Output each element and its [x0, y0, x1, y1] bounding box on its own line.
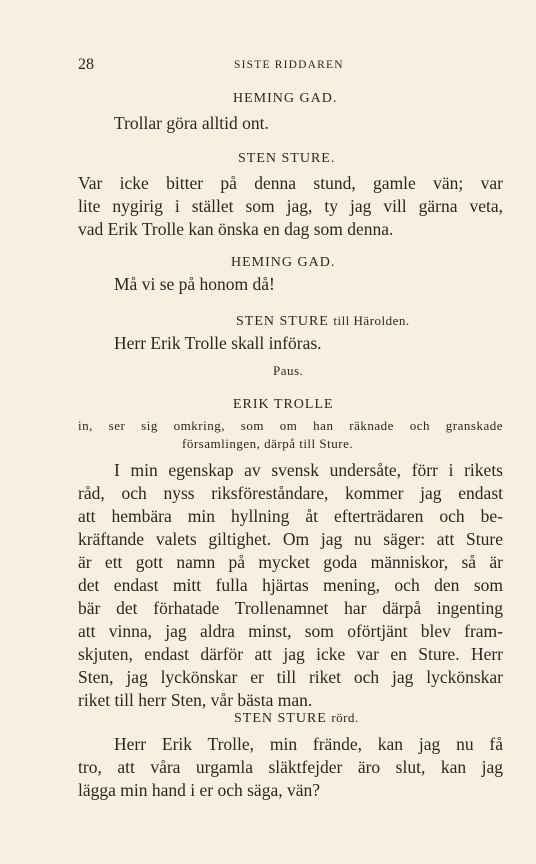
- page-header: [78, 56, 504, 76]
- dialogue-line: Sten, jag lyckönskar er till riket och jag lyckönskar: [78, 667, 503, 687]
- dialogue-line: det endast mitt fulla hjärtas mening, och den som: [78, 575, 503, 595]
- speaker-heading: ERIK TROLLE: [233, 397, 334, 412]
- stage-direction-pause: Paus.: [273, 363, 304, 378]
- stage-direction: rörd.: [331, 710, 359, 725]
- dialogue-line: är ett gott namn på mycket goda människor, så är: [78, 552, 503, 572]
- running-title: SISTE RIDDAREN: [234, 59, 344, 71]
- dialogue-line: att hembära min hyllning åt efterträdaren och be-: [78, 506, 503, 526]
- dialogue-line: att vinna, jag aldra minst, som oförtjänt blev fram-: [78, 621, 503, 641]
- dialogue-line: bär det förhatade Trollenamnet har därpå ingenting: [78, 598, 503, 618]
- dialogue-line: vad Erik Trolle kan önska en dag som denna.: [78, 219, 394, 239]
- speaker-heading-with-direction: [236, 313, 410, 330]
- dialogue-line: lägga min hand i er och säga, vän?: [78, 780, 320, 800]
- stage-direction: till Härolden.: [333, 313, 410, 328]
- page-number: 28: [78, 56, 94, 73]
- dialogue-line: lite nygirig i stället som jag, ty jag vill gärna veta,: [78, 196, 503, 216]
- dialogue-line: råd, och nyss riksföreståndare, kommer jag endast: [78, 483, 503, 503]
- dialogue-line: Må vi se på honom då!: [114, 274, 275, 294]
- dialogue-line: Herr Erik Trolle, min frände, kan jag nu få: [114, 734, 503, 754]
- dialogue-line: I min egenskap av svensk undersåte, förr i rikets: [114, 460, 503, 480]
- speaker-heading: HEMING GAD.: [231, 255, 336, 270]
- stage-direction: församlingen, därpå till Sture.: [182, 436, 354, 451]
- dialogue-line: riket till herr Sten, vår bästa man.: [78, 690, 313, 710]
- speaker-heading: STEN STURE.: [238, 151, 336, 166]
- speaker-name: STEN STURE: [234, 711, 327, 726]
- dialogue-line: kräftande valets giltighet. Om jag nu säger: att Sture: [78, 529, 503, 549]
- dialogue-line: Trollar göra alltid ont.: [114, 113, 269, 133]
- dialogue-line: Herr Erik Trolle skall införas.: [114, 333, 322, 353]
- dialogue-line: Var icke bitter på denna stund, gamle vän; var: [78, 173, 503, 193]
- stage-direction: in, ser sig omkring, som om han räknade och granskade: [78, 418, 503, 433]
- speaker-heading: HEMING GAD.: [233, 91, 338, 106]
- speaker-name: STEN STURE: [236, 314, 329, 329]
- speaker-heading-with-direction: [234, 710, 359, 727]
- dialogue-line: skjuten, endast därför att jag icke var en Sture. Herr: [78, 644, 503, 664]
- dialogue-line: tro, att våra urgamla släktfejder äro slut, kan jag: [78, 757, 503, 777]
